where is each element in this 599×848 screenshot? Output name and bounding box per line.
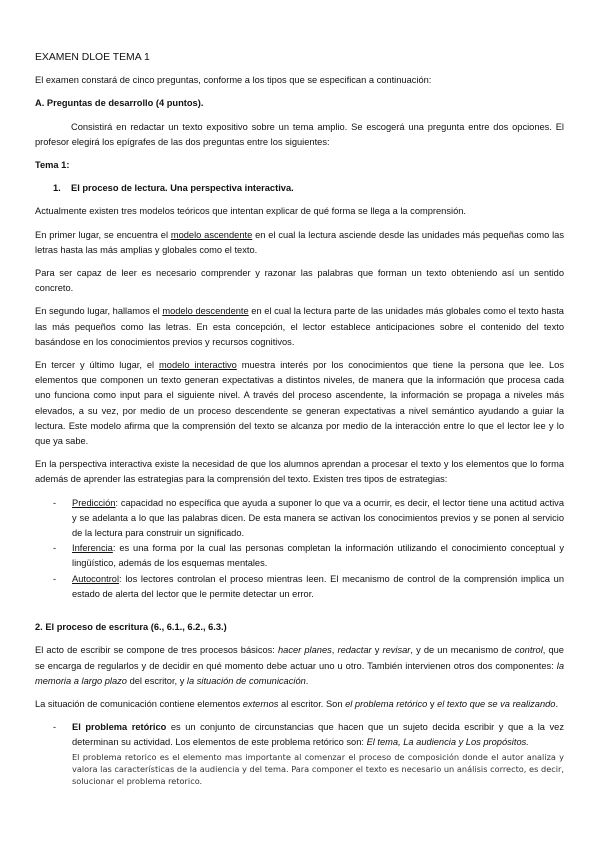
- text-run: del escritor, y: [126, 675, 187, 686]
- item-title: El proceso de lectura. Una perspectiva interactiva.: [71, 183, 294, 194]
- rhetoric-elements: El tema, La audiencia y Los propósitos.: [366, 737, 529, 748]
- dash-bullet: -: [53, 497, 57, 508]
- italic-term: el problema retórico: [345, 698, 428, 709]
- text-run: y: [427, 698, 438, 709]
- paragraph-interactivo: [35, 358, 564, 449]
- strategy-term: Predicción: [72, 497, 116, 508]
- term-modelo-descendente: modelo descendente: [162, 306, 249, 317]
- text-run: El acto de escribir se compone de tres procesos básicos:: [35, 645, 279, 656]
- strategy-text: : es una forma por la cual las personas completan la información utilizando el conocimiento conceptual y lingüístico, además de los esquemas mentales.: [72, 543, 564, 569]
- text-run: .: [305, 675, 309, 686]
- text-run: , que se encarga de regularlos y de decidir en qué momento debe actuar uno u otro. También intervienen otros dos componentes:: [35, 645, 564, 671]
- page-title: EXAMEN DLOE TEMA 1: [35, 52, 150, 63]
- numbered-item-1: [53, 181, 564, 196]
- tema-label: Tema 1:: [35, 160, 70, 171]
- section-a-heading: A. Preguntas de desarrollo (4 puntos).: [35, 98, 204, 109]
- text-run: en el cual la lectura parte de las unidades más globales como el texto hasta las más pequeños como las letras. En esta concepción, el lector establece anticipaciones sobre el contenido del texto basándose en los conocimientos previos y recursos cognitivos.: [35, 306, 564, 347]
- strategy-term: Inferencia: [72, 543, 113, 554]
- rhetoric-list: [35, 720, 564, 786]
- term-modelo-ascendente: modelo ascendente: [170, 229, 253, 240]
- strategy-text: : capacidad no específica que ayuda a suponer lo que va a ocurrir, es decir, el lector tiene una actitud activa y se adelanta a lo que las palabras dicen. De esta manera se activan los conocimientos previos y se ponen al servicio de la lectura para construir un significado.: [72, 497, 564, 539]
- rhetoric-text: es un conjunto de circunstancias que hacen que un sujeto decida escribir y que a la vez determinan su actividad. Los elementos de este problema retórico son:: [72, 722, 564, 748]
- paragraph-descendente: [35, 304, 564, 350]
- dash-bullet: -: [53, 573, 57, 584]
- text-run: muestra interés por los conocimientos que tiene la persona que lee. Los elementos que componen un texto generan expectativas a distintos niveles, de manera que la información que procesa cada uno funciona como input para el siguiente nivel. A través del proceso ascendente, la información se propaga a niveles más elevados, a su vez, por medio de un proceso descendente se generan expectativas a nivel semántico ayudando a guiar la lectura. Este modelo afirma que la comprensión del texto se alcanza por medio de la interacción entre lo que el lector lee y lo que ya sabe.: [35, 360, 565, 447]
- paragraph-situacion: [35, 697, 564, 712]
- text-run: En segundo lugar, hallamos el: [35, 306, 163, 317]
- dash-bullet: -: [53, 543, 57, 554]
- italic-term: hacer planes: [278, 645, 332, 656]
- intro-paragraph: El examen constará de cinco preguntas, conforme a los tipos que se especifican a continuación:: [35, 75, 432, 86]
- paragraph-ascendente: [35, 228, 564, 258]
- rhetoric-note: El problema retorico es el elemento mas importante al comenzar el proceso de composición donde el autor analiza y valora las características de la audiencia y del tema. Para componer el texto es necesario un análisis correcto, es decir, solucionar el problema retorico.: [72, 751, 564, 786]
- text-run: ,: [331, 645, 338, 656]
- italic-term: redactar: [337, 645, 372, 656]
- text-run: En primer lugar, se encuentra el: [35, 229, 171, 240]
- strategy-text: : los lectores controlan el proceso mientras leen. El mecanismo de control de la comprensión implica un estado de alerta del lector que le permite detectar un error.: [72, 573, 564, 599]
- paragraph-1: Actualmente existen tres modelos teóricos que intentan explicar de qué forma se llega a la comprensión.: [35, 206, 466, 217]
- section-2-heading: 2. El proceso de escritura (6., 6.1., 6.2., 6.3.): [35, 622, 227, 633]
- text-run: al escritor. Son: [278, 698, 346, 709]
- strategies-list: [35, 496, 564, 602]
- item-number: 1.: [53, 183, 61, 194]
- italic-term: la memoria a largo plazo: [35, 660, 564, 686]
- text-run: La situación de comunicación contiene elementos: [35, 698, 243, 709]
- italic-term: la situación de comunicación: [186, 675, 306, 686]
- italic-term: control: [514, 645, 543, 656]
- italic-term: el texto que se va realizando: [437, 698, 556, 709]
- text-run: y: [371, 645, 383, 656]
- text-run: En tercer y último lugar, el: [35, 360, 160, 371]
- list-item: [35, 572, 564, 602]
- list-item: [35, 541, 564, 571]
- paragraph-escritura: [35, 643, 564, 689]
- strategy-term: Autocontrol: [72, 573, 120, 584]
- italic-term: externos: [242, 698, 279, 709]
- text-run: , y de un mecanismo de: [410, 645, 515, 656]
- paragraph-perspectiva: En la perspectiva interactiva existe la necesidad de que los alumnos aprendan a procesar el texto y los elementos que lo forma además de aprender las estrategias para la comprensión del texto. Existen tres tipos de estrategias:: [35, 459, 564, 485]
- term-modelo-interactivo: modelo interactivo: [159, 360, 237, 371]
- text-run: en el cual la lectura asciende desde las unidades más pequeñas como las letras hasta las más amplias y globales como el texto.: [35, 229, 564, 255]
- italic-term: revisar: [382, 645, 411, 656]
- list-item: [35, 496, 564, 542]
- paragraph-3: Para ser capaz de leer es necesario comprender y razonar las palabras que forman un texto obteniendo así un sentido concreto.: [35, 268, 564, 294]
- dash-bullet: -: [53, 722, 57, 733]
- text-run: .: [555, 698, 559, 709]
- spacer: [35, 610, 564, 620]
- list-item: [35, 720, 564, 786]
- section-a-text: Consistirá en redactar un texto expositivo sobre un tema amplio. Se escogerá una pregunta entre dos opciones. El profesor elegirá los epígrafes de las dos preguntas entre los siguientes:: [35, 121, 564, 147]
- rhetoric-term: El problema retórico: [72, 722, 167, 733]
